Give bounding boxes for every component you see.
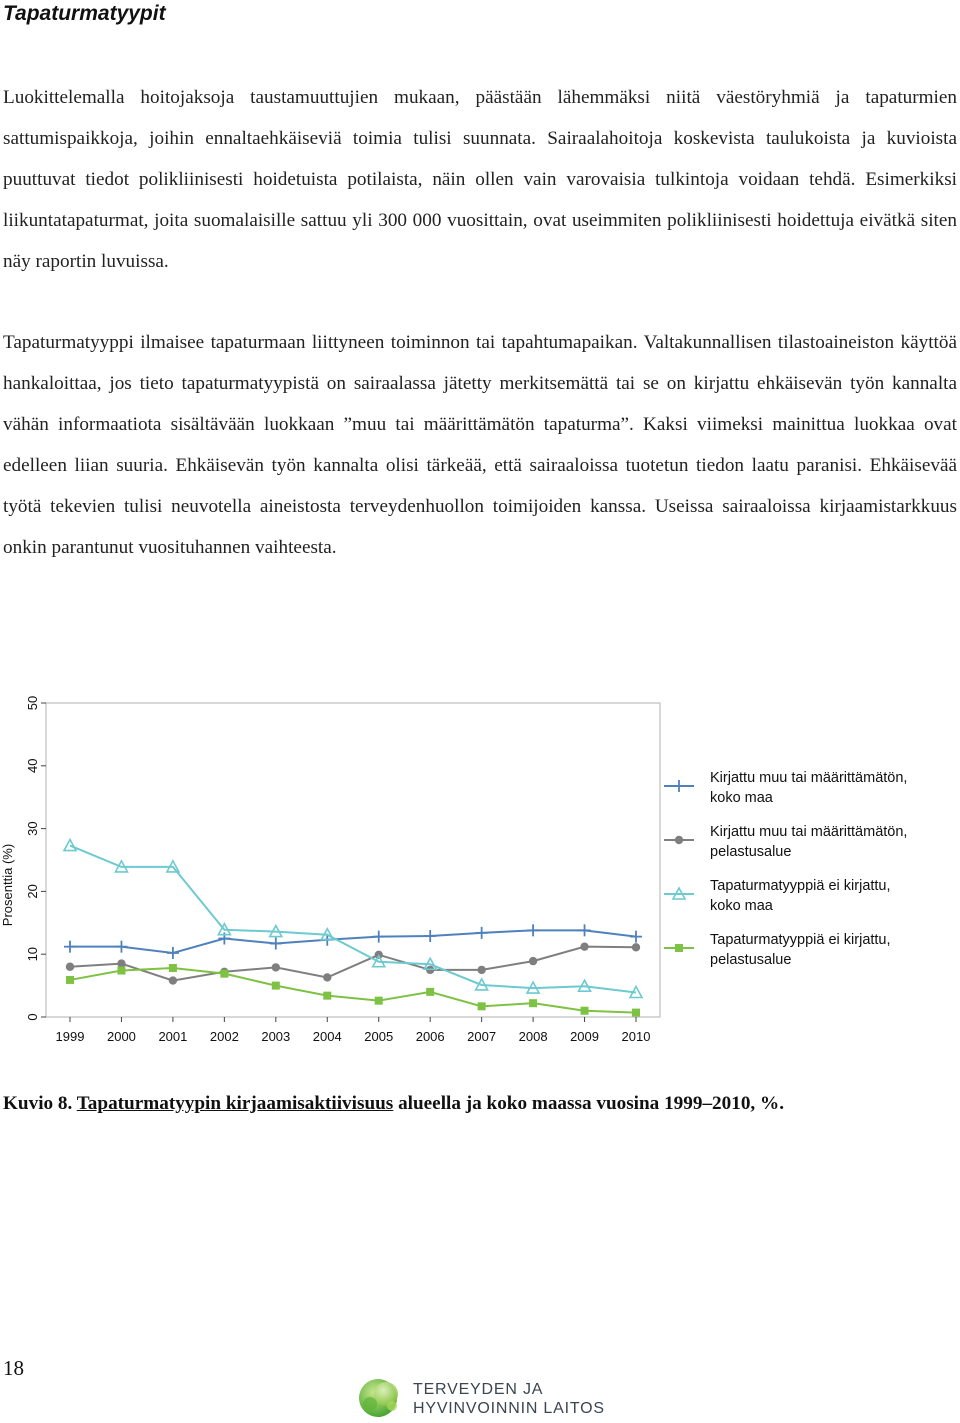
chart-series-group [64, 840, 642, 1017]
legend-label-series-1-line-1: Kirjattu muu tai määrittämätön, [710, 770, 908, 786]
data-point [117, 967, 125, 975]
legend-marker-series-4 [675, 944, 683, 952]
series-1 [64, 924, 642, 959]
legend-label-series-2-line-2: pelastusalue [710, 844, 792, 860]
data-point [66, 976, 74, 984]
x-tick-label: 2004 [312, 1029, 342, 1044]
x-tick-label: 2005 [364, 1029, 394, 1044]
x-tick-label: 2003 [261, 1029, 291, 1044]
data-point [478, 1002, 486, 1010]
data-point [527, 924, 539, 936]
data-point [477, 966, 485, 974]
body-paragraph-1: Luokittelemalla hoitojaksoja taustamuuttujien mukaan, päästään lähemmäksi niitä väestöryhmiä ja tapaturmien sattumispaikkoja, joihin ennaltaehkäiseviä toimia tulisi suunnata. Sairaalahoitoja koskevista taulukoista ja kuvioista puuttuvat tiedot polikliinisesti hoidetuista potilaista, näin ollen vain varovaisia tulkintoja voidaan tehdä. Esimerkiksi liikuntatapaturmat, joita suomalaisille sattuu yli 300 000 vuosittain, ovat useimmiten polikliinisesti hoidettuja eivätkä siten näy raportin luvuissa. [3, 87, 957, 272]
data-point [579, 924, 591, 936]
logo-wordmark [413, 1380, 605, 1418]
legend-label-series-4-line-2: pelastusalue [710, 952, 792, 968]
y-tick-label: 10 [25, 946, 40, 962]
y-tick-label: 40 [25, 758, 40, 774]
data-point [476, 927, 488, 939]
caption-rest: alueella ja koko maassa vuosina 1999–2010, %. [398, 1093, 784, 1114]
data-point [66, 963, 74, 971]
series-line [70, 930, 636, 953]
legend-marker-series-2 [675, 836, 683, 844]
data-point [167, 947, 179, 959]
figure-caption [3, 1090, 784, 1118]
section-title: Tapaturmatyypit [3, 2, 166, 25]
data-point [426, 988, 434, 996]
data-point [270, 938, 282, 950]
data-point [323, 973, 331, 981]
legend-label-series-3-line-1: Tapaturmatyyppiä ei kirjattu, [710, 878, 891, 894]
data-point [272, 982, 280, 990]
data-point [529, 957, 537, 965]
data-point [580, 942, 588, 950]
data-point [323, 992, 331, 1000]
data-point [272, 963, 280, 971]
data-point [632, 943, 640, 951]
x-tick-label: 2010 [621, 1029, 651, 1044]
data-point [115, 941, 127, 953]
x-tick-label: 2002 [209, 1029, 239, 1044]
x-tick-label: 2001 [158, 1029, 188, 1044]
x-tick-label: 1999 [55, 1029, 85, 1044]
y-tick-label: 50 [25, 695, 40, 711]
data-point [169, 964, 177, 972]
data-point [424, 930, 436, 942]
page-number: 18 [3, 1356, 24, 1380]
data-point [529, 999, 537, 1007]
caption-underlined: Tapaturmatyypin kirjaamisaktiivisuus [76, 1093, 394, 1114]
y-axis-title: Prosenttia (%) [0, 843, 15, 927]
data-point [632, 1009, 640, 1017]
y-tick-label: 20 [25, 884, 40, 899]
data-point [373, 931, 385, 943]
x-tick-label: 2007 [467, 1029, 497, 1044]
x-tick-label: 2006 [415, 1029, 445, 1044]
x-tick-label: 2009 [570, 1029, 600, 1044]
data-point [375, 997, 383, 1005]
data-point [581, 1007, 589, 1015]
thl-logo-icon [356, 1374, 410, 1420]
legend-label-series-4-line-1: Tapaturmatyyppiä ei kirjattu, [710, 932, 891, 948]
x-tick-label: 2008 [518, 1029, 548, 1044]
y-tick-label: 0 [25, 1013, 40, 1021]
legend-label-series-2-line-1: Kirjattu muu tai määrittämätön, [710, 824, 908, 840]
legend-label-series-3-line-2: koko maa [710, 898, 773, 914]
data-point [169, 976, 177, 984]
legend-label-series-1-line-2: koko maa [710, 790, 773, 806]
line-chart [0, 690, 960, 1060]
data-point [220, 970, 228, 978]
logo-line-2: HYVINVOINNIN LAITOS [413, 1400, 605, 1417]
data-point [64, 840, 76, 851]
data-point [64, 941, 76, 953]
y-tick-label: 30 [25, 821, 40, 836]
x-tick-label: 2000 [106, 1029, 136, 1044]
logo-line-1: TERVEYDEN JA [413, 1381, 544, 1398]
legend-marker-series-1 [673, 780, 685, 792]
body-paragraph-2: Tapaturmatyyppi ilmaisee tapaturmaan liittyneen toiminnon tai tapahtumapaikan. Valtakunnallisen tilastoaineiston käyttöä hankaloittaa, jos tieto tapaturmatyypistä on sairaalassa jätetty merkitsemättä tai se on kirjattu ehkäisevän työn kannalta vähän informaatiota sisältävään luokkaan ”muu tai määrittämätön tapaturma”. Kaksi viimeksi mainittua luokkaa ovat edelleen liian suuria. Ehkäisevän työn kannalta olisi tärkeää, että sairaaloissa tuotetun tiedon laatu paranisi. Ehkäisevää työtä tekevien tulisi neuvotella aineistosta terveydenhuollon toimijoiden kanssa. Useissa sairaaloissa kirjaamistarkkuus onkin parantunut vuosituhannen vaihteesta. [3, 332, 957, 558]
legend-marks [664, 780, 694, 952]
series-4 [66, 964, 640, 1017]
data-point [630, 931, 642, 943]
caption-prefix: Kuvio 8. [3, 1093, 73, 1114]
series-line [70, 846, 636, 993]
